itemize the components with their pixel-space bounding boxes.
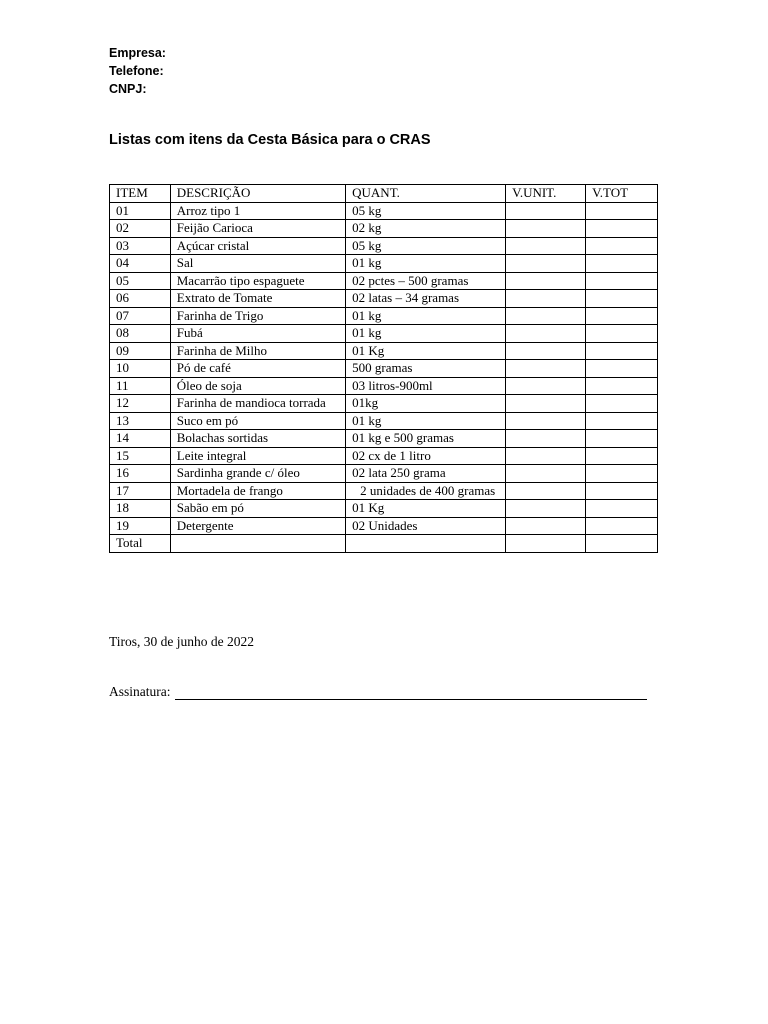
item-number: 05 bbox=[110, 272, 171, 290]
item-unit-value bbox=[506, 202, 586, 220]
item-quantity: 01 Kg bbox=[346, 342, 506, 360]
table-row bbox=[110, 412, 658, 430]
company-label: Empresa: bbox=[109, 46, 166, 60]
item-total-value bbox=[586, 307, 658, 325]
item-total-value bbox=[586, 220, 658, 238]
table-row bbox=[110, 517, 658, 535]
item-description: Mortadela de frango bbox=[170, 482, 345, 500]
header-item: ITEM bbox=[110, 185, 171, 203]
item-number: 09 bbox=[110, 342, 171, 360]
item-number: 16 bbox=[110, 465, 171, 483]
item-number: 08 bbox=[110, 325, 171, 343]
item-quantity: 02 cx de 1 litro bbox=[346, 447, 506, 465]
table-row bbox=[110, 447, 658, 465]
item-total-value bbox=[586, 237, 658, 255]
item-number: 06 bbox=[110, 290, 171, 308]
table-row bbox=[110, 255, 658, 273]
table-header-row bbox=[110, 185, 658, 203]
item-description: Suco em pó bbox=[170, 412, 345, 430]
item-description: Bolachas sortidas bbox=[170, 430, 345, 448]
table-row bbox=[110, 237, 658, 255]
item-total-value bbox=[586, 342, 658, 360]
item-total-value bbox=[586, 255, 658, 273]
header-unit-value: V.UNIT. bbox=[506, 185, 586, 203]
page-title: Listas com itens da Cesta Básica para o CRAS bbox=[109, 132, 431, 148]
item-total-value bbox=[586, 412, 658, 430]
table-row bbox=[110, 307, 658, 325]
phone-label: Telefone: bbox=[109, 64, 164, 78]
table-row bbox=[110, 395, 658, 413]
item-number: 14 bbox=[110, 430, 171, 448]
item-unit-value bbox=[506, 360, 586, 378]
item-unit-value bbox=[506, 272, 586, 290]
header-description: DESCRIÇÃO bbox=[170, 185, 345, 203]
company-header bbox=[109, 44, 166, 98]
item-description: Sardinha grande c/ óleo bbox=[170, 465, 345, 483]
item-number: 03 bbox=[110, 237, 171, 255]
item-quantity: 02 pctes – 500 gramas bbox=[346, 272, 506, 290]
signature-label: Assinatura: bbox=[109, 684, 171, 699]
item-total-value bbox=[586, 500, 658, 518]
item-description: Pó de café bbox=[170, 360, 345, 378]
item-total-value bbox=[586, 325, 658, 343]
table-row bbox=[110, 342, 658, 360]
total-value bbox=[586, 535, 658, 553]
item-description: Feijão Carioca bbox=[170, 220, 345, 238]
place-date: Tiros, 30 de junho de 2022 bbox=[109, 634, 255, 649]
table-row bbox=[110, 482, 658, 500]
item-description: Detergente bbox=[170, 517, 345, 535]
item-quantity: 02 kg bbox=[346, 220, 506, 238]
item-quantity: 03 litros-900ml bbox=[346, 377, 506, 395]
item-description: Macarrão tipo espaguete bbox=[170, 272, 345, 290]
table-row bbox=[110, 325, 658, 343]
item-number: 13 bbox=[110, 412, 171, 430]
item-description: Farinha de Trigo bbox=[170, 307, 345, 325]
item-quantity: 02 Unidades bbox=[346, 517, 506, 535]
table-row bbox=[110, 202, 658, 220]
item-unit-value bbox=[506, 517, 586, 535]
table-row bbox=[110, 377, 658, 395]
item-unit-value bbox=[506, 465, 586, 483]
item-total-value bbox=[586, 290, 658, 308]
item-total-value bbox=[586, 482, 658, 500]
item-number: 12 bbox=[110, 395, 171, 413]
table-row bbox=[110, 272, 658, 290]
header-quantity: QUANT. bbox=[346, 185, 506, 203]
item-number: 02 bbox=[110, 220, 171, 238]
table-row bbox=[110, 500, 658, 518]
item-total-value bbox=[586, 465, 658, 483]
total-label: Total bbox=[110, 535, 171, 553]
item-number: 15 bbox=[110, 447, 171, 465]
table-row bbox=[110, 290, 658, 308]
item-unit-value bbox=[506, 447, 586, 465]
item-number: 11 bbox=[110, 377, 171, 395]
item-quantity: 05 kg bbox=[346, 237, 506, 255]
item-quantity: 2 unidades de 400 gramas bbox=[346, 482, 506, 500]
item-unit-value bbox=[506, 377, 586, 395]
cnpj-label: CNPJ: bbox=[109, 82, 147, 96]
item-description: Farinha de Milho bbox=[170, 342, 345, 360]
item-total-value bbox=[586, 202, 658, 220]
item-quantity: 01 kg bbox=[346, 307, 506, 325]
item-unit-value bbox=[506, 307, 586, 325]
item-description: Sal bbox=[170, 255, 345, 273]
item-description: Fubá bbox=[170, 325, 345, 343]
item-total-value bbox=[586, 377, 658, 395]
item-number: 07 bbox=[110, 307, 171, 325]
item-total-value bbox=[586, 395, 658, 413]
item-unit-value bbox=[506, 342, 586, 360]
item-unit-value bbox=[506, 482, 586, 500]
item-description: Farinha de mandioca torrada bbox=[170, 395, 345, 413]
item-number: 17 bbox=[110, 482, 171, 500]
header-total-value: V.TOT bbox=[586, 185, 658, 203]
total-row bbox=[110, 535, 658, 553]
item-description: Sabão em pó bbox=[170, 500, 345, 518]
item-quantity: 01 Kg bbox=[346, 500, 506, 518]
item-description: Óleo de soja bbox=[170, 377, 345, 395]
table-row bbox=[110, 360, 658, 378]
item-quantity: 02 lata 250 grama bbox=[346, 465, 506, 483]
item-description: Açúcar cristal bbox=[170, 237, 345, 255]
item-unit-value bbox=[506, 430, 586, 448]
item-description: Extrato de Tomate bbox=[170, 290, 345, 308]
item-quantity: 01 kg e 500 gramas bbox=[346, 430, 506, 448]
item-quantity: 01 kg bbox=[346, 325, 506, 343]
total-description bbox=[170, 535, 345, 553]
item-total-value bbox=[586, 272, 658, 290]
item-unit-value bbox=[506, 500, 586, 518]
item-unit-value bbox=[506, 237, 586, 255]
item-quantity: 01kg bbox=[346, 395, 506, 413]
item-unit-value bbox=[506, 220, 586, 238]
items-table bbox=[109, 184, 658, 553]
table-row bbox=[110, 220, 658, 238]
item-unit-value bbox=[506, 395, 586, 413]
item-description: Arroz tipo 1 bbox=[170, 202, 345, 220]
item-quantity: 05 kg bbox=[346, 202, 506, 220]
item-quantity: 01 kg bbox=[346, 412, 506, 430]
item-number: 01 bbox=[110, 202, 171, 220]
signature-block bbox=[109, 684, 647, 700]
table-row bbox=[110, 465, 658, 483]
item-total-value bbox=[586, 430, 658, 448]
total-unit-value bbox=[506, 535, 586, 553]
item-number: 19 bbox=[110, 517, 171, 535]
item-number: 10 bbox=[110, 360, 171, 378]
item-unit-value bbox=[506, 325, 586, 343]
item-total-value bbox=[586, 447, 658, 465]
item-unit-value bbox=[506, 290, 586, 308]
item-number: 04 bbox=[110, 255, 171, 273]
table-row bbox=[110, 430, 658, 448]
item-number: 18 bbox=[110, 500, 171, 518]
item-quantity: 01 kg bbox=[346, 255, 506, 273]
item-total-value bbox=[586, 360, 658, 378]
signature-line bbox=[175, 684, 647, 700]
item-unit-value bbox=[506, 412, 586, 430]
item-quantity: 02 latas – 34 gramas bbox=[346, 290, 506, 308]
total-quantity bbox=[346, 535, 506, 553]
item-unit-value bbox=[506, 255, 586, 273]
item-total-value bbox=[586, 517, 658, 535]
item-description: Leite integral bbox=[170, 447, 345, 465]
item-quantity: 500 gramas bbox=[346, 360, 506, 378]
